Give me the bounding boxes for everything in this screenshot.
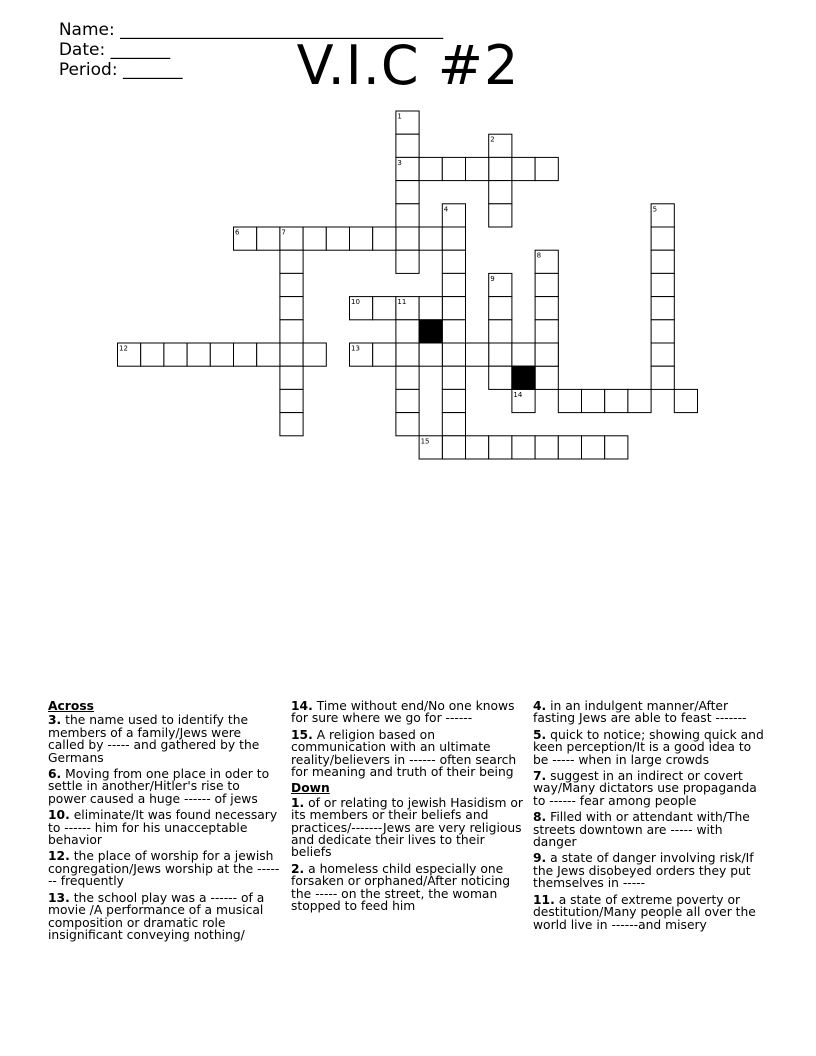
grid-cell[interactable] — [651, 320, 674, 343]
grid-cell[interactable] — [651, 273, 674, 296]
clue-column-2 — [291, 700, 523, 917]
grid-cell[interactable] — [419, 297, 442, 320]
grid-cell[interactable] — [442, 436, 465, 459]
black-cell — [419, 320, 442, 343]
clue-number-label: 15 — [420, 437, 430, 446]
clue-text: the name used to identify the members of a family/Jews were called by ----- and gathered by the Germans — [48, 713, 260, 765]
page-title: V.I.C #2 — [296, 34, 520, 97]
grid-cell[interactable] — [280, 413, 303, 436]
clue-text: Filled with or attendant with/The streets downtown are ----- with danger — [533, 810, 750, 850]
grid-cell[interactable] — [280, 320, 303, 343]
grid-cell[interactable] — [280, 389, 303, 412]
clue-text: the place of worship for a jewish congregation/Jews worship at the ------- frequently — [48, 849, 280, 889]
grid-cell[interactable] — [535, 157, 558, 180]
grid-cell[interactable] — [651, 297, 674, 320]
grid-cell[interactable] — [396, 204, 419, 227]
grid-cell[interactable] — [280, 273, 303, 296]
grid-cell[interactable] — [512, 343, 535, 366]
clue-number-label: 5 — [652, 205, 658, 214]
grid-cell[interactable] — [442, 389, 465, 412]
clue-number-label: 14 — [513, 390, 523, 399]
grid-cell[interactable] — [674, 389, 697, 412]
grid-cell[interactable] — [489, 343, 512, 366]
grid-cell[interactable] — [489, 181, 512, 204]
grid-cell[interactable] — [535, 320, 558, 343]
grid-cell[interactable] — [442, 320, 465, 343]
clue-text: a state of danger involving risk/If the Jews disobeyed orders they put themselves in ----- — [533, 851, 754, 891]
clue-number: 8. — [533, 810, 547, 825]
clue-text: Moving from one place in oder to settle in another/Hitler's rise to power caused a huge ------ of jews — [48, 767, 270, 806]
grid-cell[interactable] — [605, 436, 628, 459]
clue-item — [48, 809, 280, 846]
down-heading: Down — [291, 781, 330, 796]
grid-cell[interactable] — [234, 343, 257, 366]
grid-cell[interactable] — [442, 297, 465, 320]
clue-column-3 — [533, 700, 769, 935]
grid-cell[interactable] — [396, 181, 419, 204]
grid-cell[interactable] — [373, 343, 396, 366]
grid-cell[interactable] — [535, 366, 558, 389]
clue-number: 11. — [533, 892, 555, 907]
grid-cell[interactable] — [373, 297, 396, 320]
down-clue-list — [291, 797, 523, 913]
clue-number-label: 1 — [397, 112, 402, 121]
crossword-grid — [0, 0, 816, 470]
clue-number: 5. — [533, 727, 547, 742]
clue-number-label: 8 — [536, 251, 542, 260]
clue-item — [291, 863, 523, 913]
grid-cell[interactable] — [141, 343, 164, 366]
grid-cell[interactable] — [582, 436, 605, 459]
clue-number-label: 3 — [397, 158, 402, 167]
grid-cell[interactable] — [303, 227, 326, 250]
clue-number-label: 12 — [119, 344, 128, 353]
clue-item — [533, 852, 769, 889]
grid-cell[interactable] — [396, 366, 419, 389]
clue-number: 4. — [533, 699, 547, 713]
grid-cell[interactable] — [442, 273, 465, 296]
clue-item — [533, 729, 769, 766]
grid-cell[interactable] — [535, 436, 558, 459]
clue-item — [48, 850, 280, 887]
across-heading: Across — [48, 699, 94, 713]
period-field[interactable]: Period: _______ — [58, 60, 183, 80]
grid-cell[interactable] — [535, 273, 558, 296]
clue-number: 7. — [533, 769, 547, 784]
clue-text: eliminate/It was found necessary to ------ him for his unacceptable behavior — [48, 808, 278, 848]
clue-item — [291, 700, 523, 725]
clue-text: in an indulgent manner/After fasting Jews are able to feast ------- — [533, 699, 747, 726]
grid-cell[interactable] — [442, 343, 465, 366]
grid-cell[interactable] — [396, 227, 419, 250]
clue-item — [533, 811, 769, 848]
clue-number-label: 6 — [235, 228, 240, 237]
grid-cell[interactable] — [466, 343, 489, 366]
grid-cell[interactable] — [605, 389, 628, 412]
clue-text: a state of extreme poverty or destitution/Many people all over the world live in ------and misery — [533, 892, 756, 932]
grid-cell[interactable] — [257, 343, 280, 366]
grid-cell[interactable] — [651, 366, 674, 389]
clue-item — [533, 770, 769, 807]
grid-cell[interactable] — [187, 343, 210, 366]
grid-cell[interactable] — [628, 389, 651, 412]
clue-text: a homeless child especially one forsaken or orphaned/After noticing the ----- on the street, the woman stopped to feed him — [291, 861, 511, 914]
clue-item — [533, 894, 769, 931]
grid-cell[interactable] — [489, 204, 512, 227]
clue-item — [48, 892, 280, 942]
grid-cell[interactable] — [442, 413, 465, 436]
clue-column-1 — [48, 700, 280, 945]
grid-cell[interactable] — [419, 157, 442, 180]
grid-cell[interactable] — [396, 320, 419, 343]
clue-number-label: 7 — [281, 228, 286, 237]
grid-cell[interactable] — [396, 250, 419, 273]
grid-cell[interactable] — [558, 389, 581, 412]
grid-cell[interactable] — [257, 227, 280, 250]
grid-cell[interactable] — [280, 366, 303, 389]
clue-number: 3. — [48, 713, 62, 728]
grid-cell[interactable] — [489, 297, 512, 320]
grid-cell[interactable] — [419, 227, 442, 250]
clue-number-label: 2 — [490, 135, 495, 144]
clue-number-label: 11 — [397, 298, 407, 307]
grid-cell[interactable] — [164, 343, 187, 366]
grid-cell[interactable] — [651, 250, 674, 273]
grid-cell[interactable] — [396, 413, 419, 436]
grid-cell[interactable] — [419, 343, 442, 366]
grid-cell[interactable] — [651, 343, 674, 366]
clue-text: suggest in an indirect or covert way/Many dictators use propaganda to ------ fear among people — [533, 769, 757, 808]
grid-cell[interactable] — [535, 343, 558, 366]
grid-cell[interactable] — [489, 366, 512, 389]
grid-cell[interactable] — [466, 157, 489, 180]
clue-number: 10. — [48, 808, 70, 823]
grid-cell[interactable] — [396, 389, 419, 412]
grid-cell[interactable] — [280, 297, 303, 320]
date-field[interactable]: Date: _______ — [58, 40, 171, 60]
grid-cell[interactable] — [303, 343, 326, 366]
clue-number: 13. — [48, 890, 70, 905]
grid-cell[interactable] — [512, 436, 535, 459]
name-field[interactable]: Name: ______________________________________ — [58, 20, 444, 40]
clue-number-label: 4 — [443, 205, 449, 214]
clue-number-label: 13 — [351, 344, 360, 353]
grid-cell[interactable] — [396, 343, 419, 366]
clue-text: of or relating to jewish Hasidism or its members or their beliefs and practices/-------Jews are very religious and dedicate their lives to their beliefs — [291, 795, 523, 860]
clue-text: Time without end/No one knows for sure where we go for ------ — [291, 699, 515, 726]
clue-number: 6. — [48, 767, 62, 782]
clue-number-label: 10 — [351, 298, 360, 307]
clue-item — [48, 714, 280, 764]
clue-number: 14. — [291, 699, 313, 713]
clue-number: 15. — [291, 727, 313, 742]
grid-cell[interactable] — [489, 157, 512, 180]
grid-cell[interactable] — [489, 436, 512, 459]
grid-cell[interactable] — [512, 157, 535, 180]
clue-number: 12. — [48, 849, 70, 864]
across-clue-list — [48, 714, 280, 941]
clue-number: 1. — [291, 795, 305, 810]
clue-number-label: 9 — [490, 274, 495, 283]
grid-cell[interactable] — [280, 250, 303, 273]
grid-cell[interactable] — [442, 157, 465, 180]
clue-text: the school play was a ------ of a movie /A performance of a musical composition or dramatic role insignificant conveying nothing/ — [48, 890, 265, 942]
black-cell — [512, 366, 535, 389]
grid-cell[interactable] — [350, 227, 373, 250]
grid-cell[interactable] — [373, 227, 396, 250]
grid-cell[interactable] — [466, 436, 489, 459]
clue-item — [291, 729, 523, 779]
grid-cell[interactable] — [535, 297, 558, 320]
clue-text: A religion based on communication with an ultimate reality/believers in ------ often search for meaning and truth of their being — [291, 727, 517, 780]
across-clue-list-continued — [291, 700, 523, 778]
down-clue-list-continued — [533, 700, 769, 931]
grid-cell[interactable] — [326, 227, 349, 250]
grid-cell[interactable] — [442, 250, 465, 273]
grid-cell[interactable] — [442, 366, 465, 389]
grid-cell[interactable] — [210, 343, 233, 366]
grid-cell[interactable] — [396, 134, 419, 157]
grid-cell[interactable] — [280, 343, 303, 366]
clue-item — [533, 700, 769, 725]
clue-number: 2. — [291, 861, 305, 876]
grid-cell[interactable] — [651, 227, 674, 250]
clue-item — [48, 768, 280, 805]
grid-cell[interactable] — [558, 436, 581, 459]
grid-cell[interactable] — [489, 320, 512, 343]
clue-item — [291, 797, 523, 859]
grid-cell[interactable] — [582, 389, 605, 412]
clue-text: quick to notice; showing quick and keen perception/It is a good idea to be ----- when in large crowds — [533, 727, 764, 767]
clue-number: 9. — [533, 851, 547, 866]
grid-cell[interactable] — [442, 227, 465, 250]
